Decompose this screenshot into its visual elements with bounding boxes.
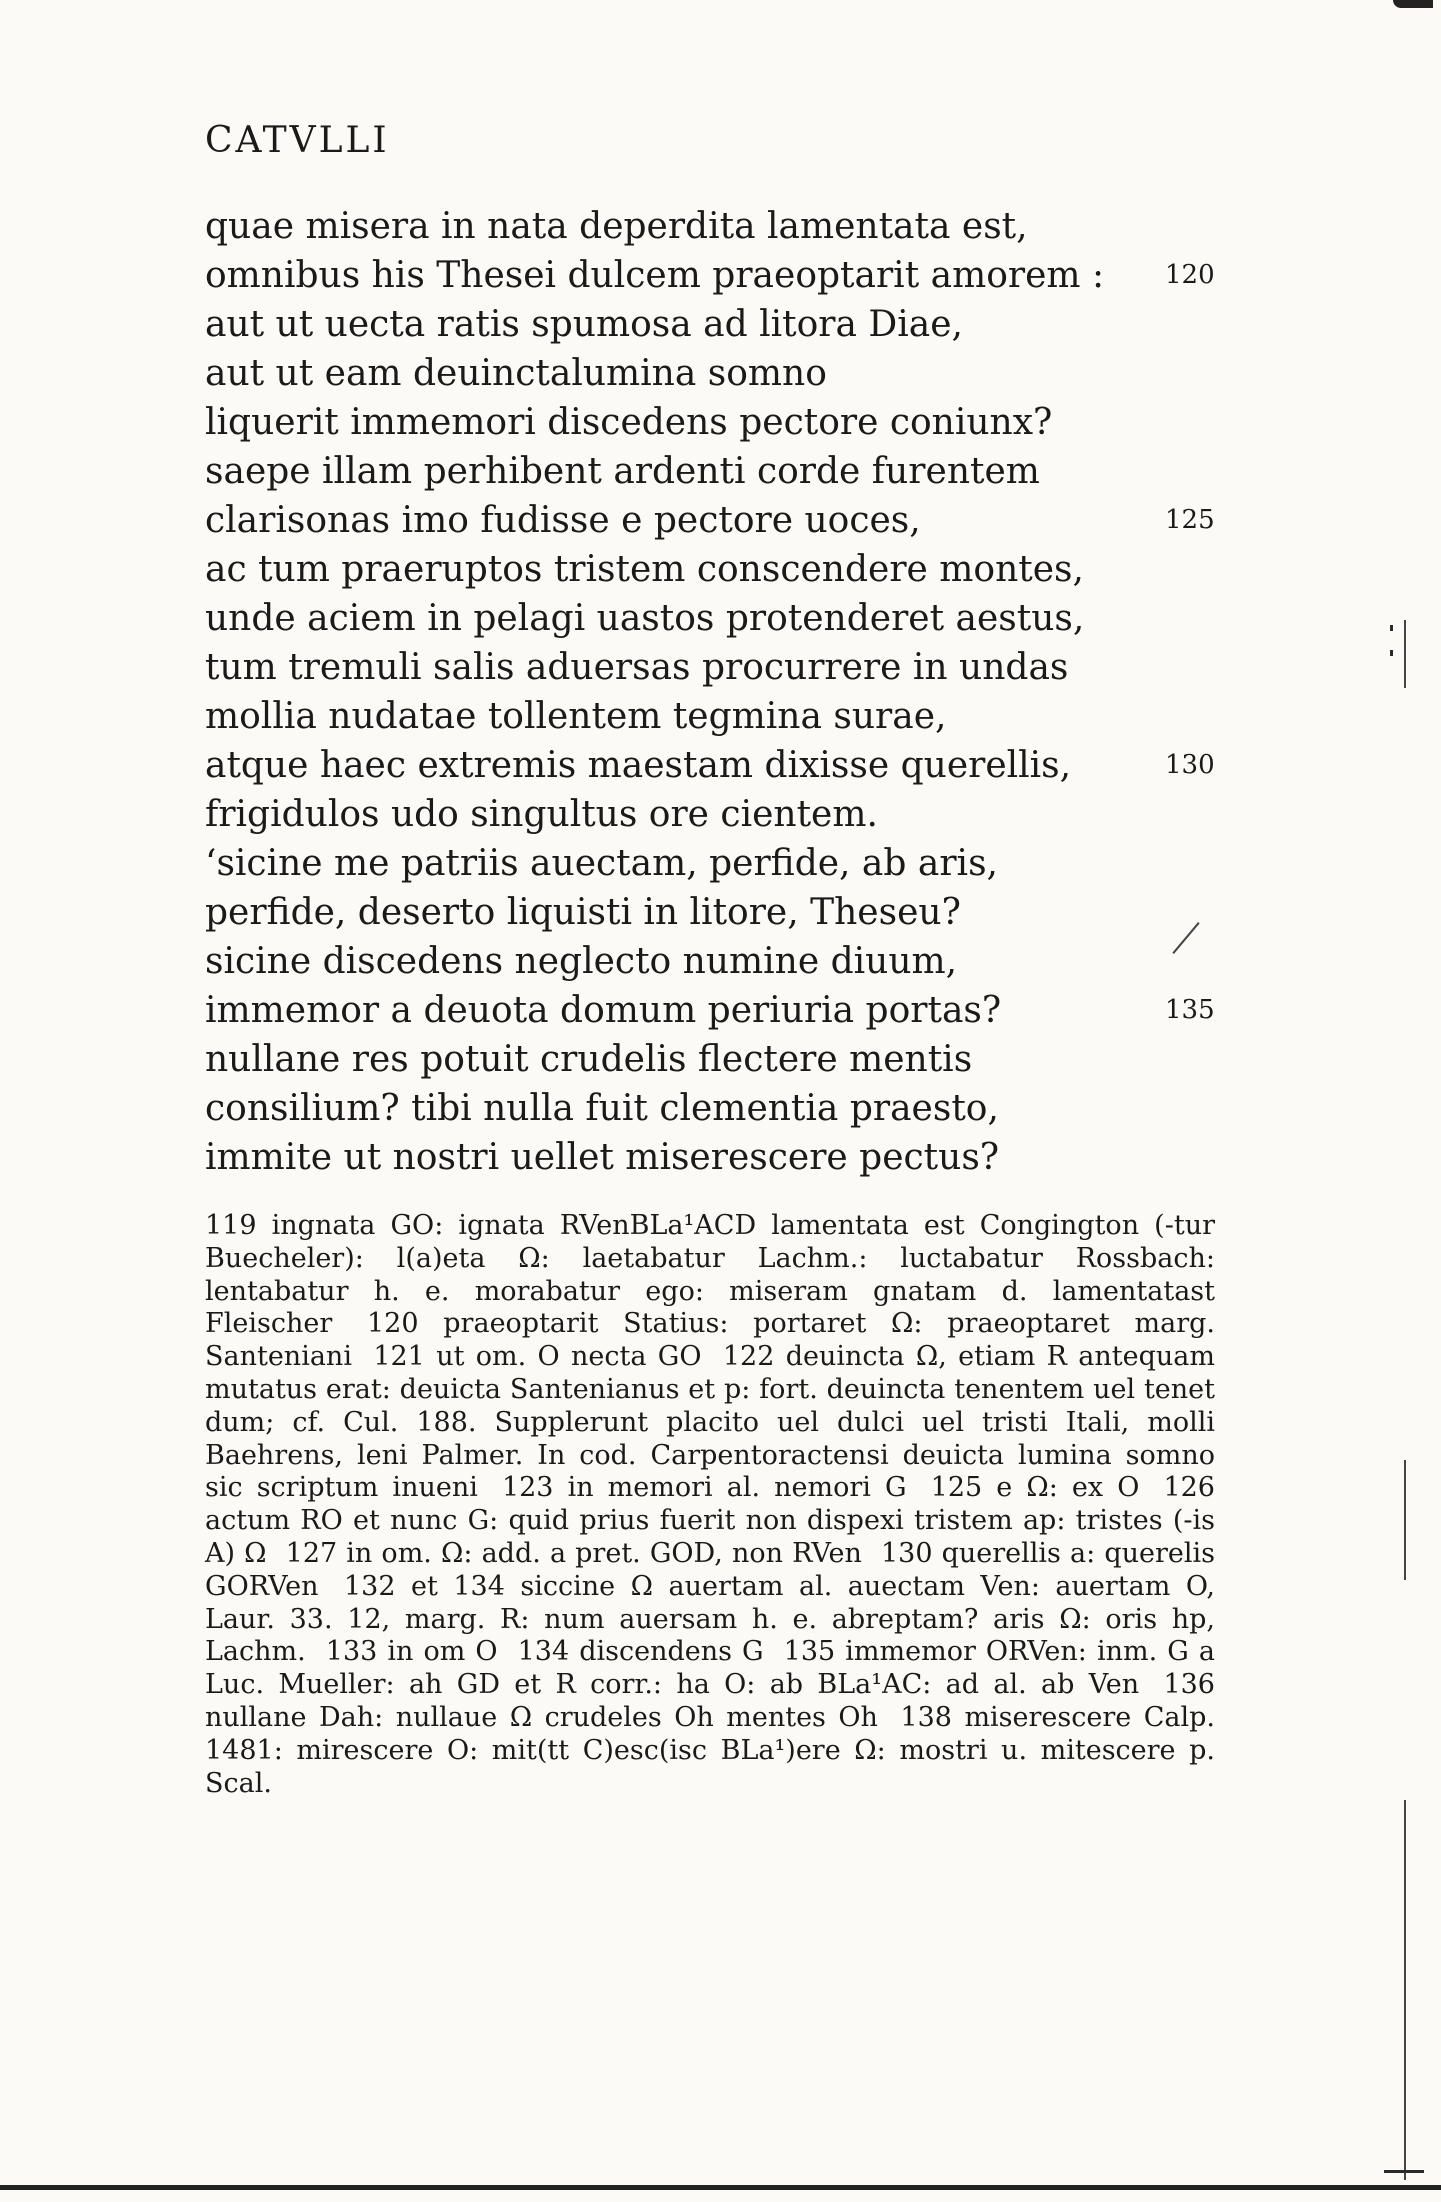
poem-line-text: liquerit immemori discedens pectore coniunx? [205,402,1053,443]
poem-line [205,888,1205,937]
poem-line [205,447,1205,496]
poem-line-text: frigidulos udo singultus ore cientem. [205,794,878,835]
poem-line-text: tum tremuli salis aduersas procurrere in undas [205,647,1069,688]
apparatus-note: 135 immemor ORVen: inm. G a Luc. Mueller: ah GD et R corr.: ha O: ab BLa¹AC: ad al. ab Ven [205,1636,1215,1701]
apparatus-note: 133 in om O [325,1636,498,1668]
poem-line-text: nullane res potuit crudelis flectere mentis [205,1039,973,1080]
poem-line [205,937,1205,986]
poem-line [205,300,1205,349]
poem-line [205,545,1205,594]
margin-foot [1384,2170,1424,2173]
margin-line [1404,1460,1406,1580]
poem-line-text: mollia nudatae tollentem tegmina surae, [205,696,947,737]
poem-line-text: unde aciem in pelagi uastos protenderet aestus, [205,598,1085,639]
poem-line-text: consilium? tibi nulla fuit clementia praesto, [205,1088,999,1129]
poem-line [205,594,1205,643]
poem-line [205,202,1205,251]
poem-line-text: immemor a deuota domum periuria portas? [205,990,1002,1031]
apparatus-note: 134 discendens G [517,1636,764,1668]
apparatus-note: 138 miserescere Calp. 1481: mirescere O: mit(tt C)esc(isc BLa¹)ere Ω: mostri u. mitescere p. Scal. [205,1701,1215,1799]
poem-line [205,790,1205,839]
margin-line [1404,620,1406,688]
poem-line-text: aut ut eam deuincta [205,353,572,394]
apparatus-note: 130 querellis a: querelis GORVen [205,1537,1215,1602]
critical-apparatus [205,1210,1215,1800]
line-number: 120 [1165,260,1215,290]
apparatus-note: 119 ingnata GO: ignata RVenBLa¹ACD lamentata est Congington (-tur Buecheler): l(a)eta Ω: laetabatur Lachm.: luctabatur Rossbach: lentabatur h. e. morabatur ego: miseram gnatam d. lamentatast Fleischer [205,1210,1215,1340]
margin-dot [1390,650,1393,656]
poem-line [205,643,1205,692]
running-head: CATVLLI [205,120,390,161]
bottom-rule [0,2185,1441,2190]
poem-line [205,1035,1205,1084]
poem-line-text: immite ut nostri uellet miserescere pectus? [205,1137,1000,1178]
poem-line-text: atque haec extremis maestam dixisse querellis, [205,745,1072,786]
apparatus-note: 126 actum RO et nunc G: quid prius fuerit non dispexi tristem ap: tristes (-is A) Ω [205,1472,1215,1569]
poem-line [205,398,1205,447]
line-number: 130 [1165,750,1215,780]
line-number: 125 [1165,505,1215,535]
margin-line [1404,1800,1406,2180]
poem-line [205,496,1215,545]
scan-corner-mark [1393,0,1433,8]
poem-line [205,692,1205,741]
apparatus-note: 136 nullane Dah: nullaue Ω crudeles Oh mentes Oh [205,1669,1215,1733]
poem-line-text: clarisonas imo fudisse e pectore uoces, [205,500,921,541]
poem-line-text: omnibus his Thesei dulcem praeoptarit amorem : [205,255,1105,296]
poem-line [205,1133,1205,1182]
apparatus-note: 127 in om. Ω: add. a pret. GOD, non RVen [285,1537,862,1569]
poem-line-text: sicine discedens neglecto numine diuum, [205,941,958,982]
apparatus-notes [205,1210,1215,1800]
poem-line-text: perfide, deserto liquisti in litore, Theseu? [205,892,961,933]
apparatus-note: 122 deuincta Ω, etiam R antequam mutatus erat: deuicta Santenianus et p: fort. deuincta tenentem uel tenet dum; cf. Cul. 188. Supplerunt placito uel dulci uel tristi Itali, molli Baehrens, leni Palmer. In cod. Carpentoractensi deuicta lumina somno sic scriptum inueni [205,1341,1215,1504]
poem-line-text: ac tum praeruptos tristem conscendere montes, [205,549,1084,590]
line-number: 135 [1165,995,1215,1025]
poem-line-text: quae misera in nata deperdita lamentata est, [205,206,1028,247]
poem-line [205,741,1215,790]
apparatus-note: 125 e Ω: ex O [930,1472,1140,1504]
apparatus-note: 132 et 134 siccine Ω auertam al. auectam Ven: auertam O, Laur. 33. 12, marg. R: num auersam h. e. abreptam? aris Ω: oris hp, Lachm. [205,1570,1215,1668]
poem-line [205,839,1205,888]
apparatus-note: 123 in memori al. nemori G [501,1472,907,1504]
poem-line-text: saepe illam perhibent ardenti corde furentem [205,451,1040,492]
poem-line [205,349,1205,398]
poem-line [205,251,1215,300]
poem-line-text: aut ut uecta ratis spumosa ad litora Diae, [205,304,963,345]
poem-line [205,1084,1205,1133]
poem-line-text-continued: lumina somno [571,353,827,394]
apparatus-note: 120 praeoptarit Statius: portaret Ω: praeoptaret marg. Santeniani [205,1308,1215,1373]
poem-line-text: ‘sicine me patriis auectam, perfide, ab aris, [205,843,998,884]
poem-text [205,202,1215,1182]
poem-line [205,986,1215,1035]
margin-dot [1390,625,1393,631]
apparatus-note: 121 ut om. O necta GO [373,1341,702,1373]
